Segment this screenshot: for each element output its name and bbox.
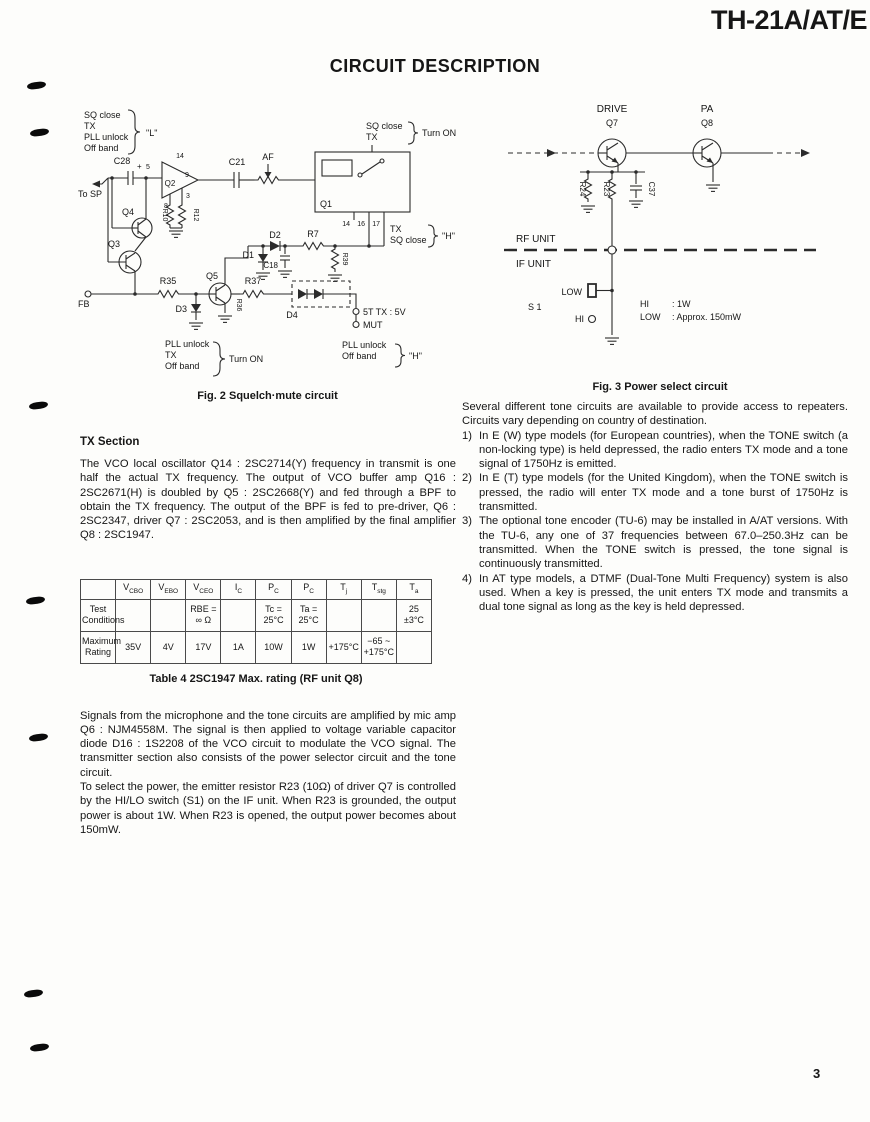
tone-item-number: 4) bbox=[462, 572, 472, 585]
fig2-label-tx5v: 5T TX : 5V bbox=[363, 307, 406, 317]
fig3-schematic-svg bbox=[500, 100, 820, 375]
fig2-label-tx-1: TX bbox=[84, 121, 96, 131]
table-cell: 17V bbox=[186, 631, 221, 663]
fig3-label-hi-name: HI bbox=[640, 299, 649, 309]
tx-paragraph-3: To select the power, the emitter resistor R23 (10Ω) of driver Q7 is controlled by the HI/LO switch (S1) on the IF unit. When R23 is grounded, the output power is about 1W. When R23 is opened, the output power becomes about 150mW. bbox=[80, 781, 456, 836]
fig3-label-q7: Q7 bbox=[605, 118, 619, 128]
table-cell: 1A bbox=[221, 631, 256, 663]
fig2-label-q5: Q5 bbox=[205, 271, 219, 281]
fig2-label-off-band-1: Off band bbox=[84, 143, 119, 153]
fig3-label-low-value: : Approx. 150mW bbox=[672, 312, 742, 322]
fig2-label-q1: Q1 bbox=[320, 199, 333, 209]
fig2-label-r36: R36 bbox=[235, 298, 242, 312]
table-row-maximum-rating bbox=[81, 631, 432, 663]
table-header-cell: $V_{CBO}$ bbox=[116, 579, 151, 599]
fig3-label-pa: PA bbox=[700, 104, 714, 115]
fig2-label-d4: D4 bbox=[286, 310, 298, 320]
binding-mark bbox=[24, 989, 44, 999]
fig2-label-plus: + bbox=[137, 162, 142, 171]
tone-item-text: In AT type models, a DTMF (Dual-Tone Multi Frequency) system is also used. When a key is pressed, the unit enters TX mode and transmits a dual tone signal as long as the key is held depressed. bbox=[479, 572, 848, 614]
binding-mark bbox=[27, 81, 47, 91]
fig3-label-hi: HI bbox=[575, 314, 584, 324]
table-header-cell: $I_C$ bbox=[221, 579, 256, 599]
fig2-label-c18: C18 bbox=[263, 261, 278, 270]
table-header-cell: $T_{stg}$ bbox=[361, 579, 396, 599]
fig2-label-pll-unlock-2: PLL unlock bbox=[165, 339, 210, 349]
fig2-label-r12: R12 bbox=[192, 208, 199, 222]
table-cell: Tc = 25°C bbox=[256, 599, 291, 631]
fig3-label-drive: DRIVE bbox=[596, 104, 628, 115]
table-cell: 35V bbox=[116, 631, 151, 663]
fig2-label-tx-4: TX bbox=[165, 350, 177, 360]
left-column bbox=[80, 436, 456, 837]
table-cell bbox=[221, 599, 256, 631]
tx-section-heading: TX Section bbox=[80, 436, 140, 448]
fig2-label-to-sp: To SP bbox=[78, 189, 103, 199]
fig2-label-d3: D3 bbox=[175, 304, 187, 314]
fig2-label-r7: R7 bbox=[307, 229, 319, 239]
page-number: 3 bbox=[813, 1066, 821, 1081]
fig2-label-fb: FB bbox=[78, 299, 90, 309]
fig3-caption: Fig. 3 Power select circuit bbox=[592, 381, 728, 393]
fig2-schematic-svg bbox=[70, 98, 465, 383]
tone-item-text: In E (W) type models (for European countries), when the TONE switch (a non-locking type) is held depressed, the radio enters TX mode and a tone signal of 1750Hz is emitted. bbox=[479, 429, 848, 471]
fig3-label-s1: S 1 bbox=[528, 302, 542, 312]
fig2-label-c28: C28 bbox=[113, 156, 131, 166]
table-cell: Ta = 25°C bbox=[291, 599, 326, 631]
fig2-label-d2: D2 bbox=[269, 230, 281, 240]
fig3-label-rf-unit: RF UNIT bbox=[516, 234, 556, 245]
fig2-squelch-mute-diagram bbox=[70, 98, 465, 388]
fig2-label-pin14a: 14 bbox=[176, 153, 184, 160]
fig2-label-pll-unlock-1: PLL unlock bbox=[84, 132, 129, 142]
fig2-caption: Fig. 2 Squelch·mute circuit bbox=[197, 390, 338, 402]
fig2-label-af: AF bbox=[262, 152, 274, 162]
table-cell: 4V bbox=[151, 631, 186, 663]
max-rating-table bbox=[80, 579, 432, 664]
fig2-label-sq-close-3: SQ close bbox=[390, 235, 427, 245]
fig2-label-r37: R37 bbox=[244, 276, 262, 286]
right-column bbox=[462, 400, 848, 614]
tx-paragraph-2: Signals from the microphone and the tone circuits are amplified by mic amp Q6 : NJM4558M. The signal is then applied to voltage variable capacitor diode D16 : 1S2208 of the VCO circuit to modulate the VCO signal. The transmitter section also consists of the power selector circuit and the tone circuit. bbox=[80, 709, 456, 779]
table-header-cell: $P_C$ bbox=[256, 579, 291, 599]
table-cell: RBE = ∞ Ω bbox=[186, 599, 221, 631]
fig3-junctions bbox=[547, 149, 810, 292]
fig3-label-r24: R24 bbox=[578, 181, 587, 197]
table-row-label: Maximum Rating bbox=[81, 631, 116, 663]
tx-paragraph-1: The VCO local oscillator Q14 : 2SC2714(Y) frequency in transmit is one half the actual TX frequency. The output of VCO buffer amp Q16 : 2SC2671(H) is doubled by Q5 : 2SC2668(Y) and fed through a BPF to obtain the TX frequency. The output of the BPF is fed to pre-driver, Q6 : 2SC2347, driver Q7 : 2SC2053, and is then amplified by the final amplifier Q8 : 2SC1947. bbox=[80, 458, 456, 542]
page-title: CIRCUIT DESCRIPTION bbox=[329, 56, 541, 76]
fig2-label-pin17: 17 bbox=[372, 221, 380, 228]
table-header-row bbox=[81, 579, 432, 599]
fig3-label-low: LOW bbox=[561, 287, 582, 297]
fig2-label-pin14: 14 bbox=[342, 221, 350, 228]
table-header-cell: $T_j$ bbox=[326, 579, 361, 599]
table-cell bbox=[396, 631, 431, 663]
fig3-power-select-diagram bbox=[500, 100, 820, 380]
fig2-label-pin3: 3 bbox=[186, 193, 190, 200]
tone-item-number: 3) bbox=[462, 515, 472, 528]
fig3-label-q8: Q8 bbox=[700, 118, 714, 128]
table-cell: 1W bbox=[291, 631, 326, 663]
fig2-label-pll-unlock-3: PLL unlock bbox=[342, 340, 387, 350]
fig3-labels bbox=[516, 104, 742, 324]
table-cell: +175°C bbox=[326, 631, 361, 663]
fig2-label-pin8: 8 bbox=[164, 203, 168, 210]
fig2-label-h2: "H" bbox=[409, 351, 422, 361]
tone-list-item-1 bbox=[462, 429, 848, 472]
table4-caption: Table 4 2SC1947 Max. rating (RF unit Q8) bbox=[149, 672, 363, 685]
binding-mark bbox=[26, 596, 46, 606]
fig2-label-turn-on-1: Turn ON bbox=[422, 128, 457, 138]
table-header-cell: $P_C$ bbox=[291, 579, 326, 599]
fig2-label-c21: C21 bbox=[228, 157, 246, 167]
fig2-wires bbox=[85, 110, 438, 376]
tone-item-text: The optional tone encoder (TU-6) may be installed in A/AT versions. With the TU-6, any one of 37 frequencies between 67.0–250.3Hz can be transmitted. When the TONE switch is pressed, the tone signal is continuously transmitted. bbox=[479, 515, 848, 571]
fig2-label-turn-on-2: Turn ON bbox=[229, 354, 264, 364]
fig3-label-if-unit: IF UNIT bbox=[516, 259, 551, 270]
model-title: TH-21A/AT/E bbox=[710, 5, 867, 35]
fig3-label-r23: R23 bbox=[602, 181, 611, 197]
table-row-test-conditions bbox=[81, 599, 432, 631]
tone-list-item-3 bbox=[462, 514, 848, 571]
fig3-label-hi-value: : 1W bbox=[672, 299, 691, 309]
fig2-label-pin5: 5 bbox=[146, 164, 150, 171]
binding-mark bbox=[29, 401, 49, 411]
binding-mark bbox=[30, 128, 50, 138]
fig2-label-r35: R35 bbox=[159, 276, 177, 286]
tone-item-number: 1) bbox=[462, 429, 472, 442]
fig2-label-r39: R39 bbox=[341, 252, 348, 266]
fig2-label-r10: R10 bbox=[161, 208, 168, 222]
fig2-label-sq-close-2: SQ close bbox=[366, 121, 403, 131]
fig2-label-q2: Q2 bbox=[164, 179, 176, 188]
tone-list-item-4 bbox=[462, 572, 848, 615]
fig2-label-tx-3: TX bbox=[390, 224, 402, 234]
fig3-label-low-name: LOW bbox=[640, 312, 661, 322]
fig2-label-off-band-3: Off band bbox=[342, 351, 377, 361]
table-header-cell: $V_{CEO}$ bbox=[186, 579, 221, 599]
table-cell: 10W bbox=[256, 631, 291, 663]
table-header-cell: $V_{EBO}$ bbox=[151, 579, 186, 599]
fig2-label-tx-2: TX bbox=[366, 132, 378, 142]
table-cell: 25 ±3°C bbox=[396, 599, 431, 631]
table-header-cell: $T_a$ bbox=[396, 579, 431, 599]
tone-item-text: In E (T) type models (for the United Kingdom), when the TONE switch is pressed, the radio will enter TX mode and a tone burst of 1750Hz is transmitted. bbox=[479, 472, 848, 514]
table-header-cell bbox=[81, 579, 116, 599]
tone-list-item-2 bbox=[462, 471, 848, 514]
table-row-label: Test Conditions bbox=[81, 599, 116, 631]
table-cell: −65 ~ +175°C bbox=[361, 631, 396, 663]
table-cell bbox=[361, 599, 396, 631]
fig2-label-h1: "H" bbox=[442, 231, 455, 241]
fig2-label-pin16: 16 bbox=[357, 221, 365, 228]
fig2-label-q4: Q4 bbox=[121, 207, 135, 217]
binding-mark bbox=[29, 733, 49, 743]
table-cell bbox=[151, 599, 186, 631]
fig2-label-l-result: "L" bbox=[146, 128, 158, 138]
tone-intro: Several different tone circuits are available to provide access to repeaters. Circuits vary depending on country of destination. bbox=[462, 401, 848, 428]
table-cell bbox=[326, 599, 361, 631]
tone-item-number: 2) bbox=[462, 472, 472, 485]
fig2-label-sq-close-1: SQ close bbox=[84, 110, 121, 120]
fig2-label-mut: MUT bbox=[363, 320, 383, 330]
fig2-label-pin9: 9 bbox=[185, 172, 189, 179]
fig2-label-q3: Q3 bbox=[107, 239, 121, 249]
fig3-label-c37: C37 bbox=[647, 181, 656, 197]
fig2-label-off-band-2: Off band bbox=[165, 361, 200, 371]
binding-mark bbox=[30, 1043, 50, 1053]
fig2-label-d1: D1 bbox=[242, 250, 254, 260]
